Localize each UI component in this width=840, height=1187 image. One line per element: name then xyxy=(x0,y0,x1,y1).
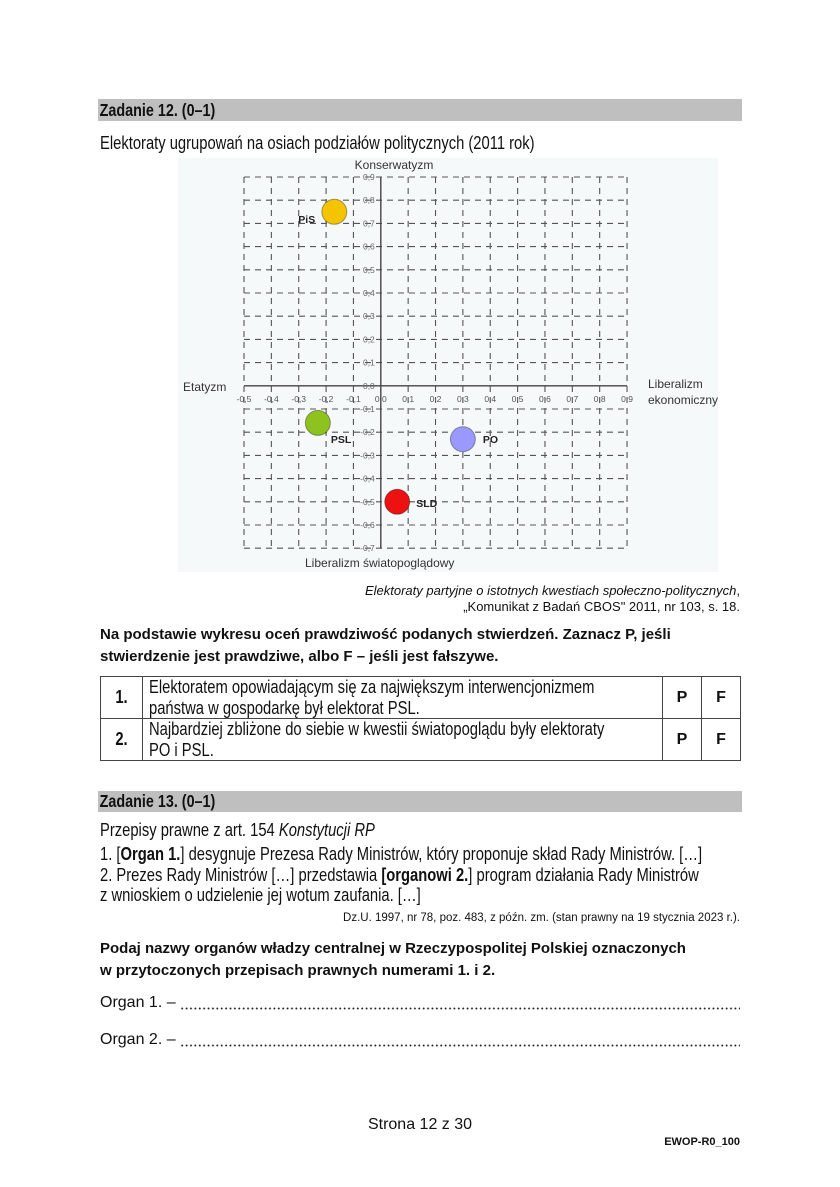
x-tick-label: 0,8 xyxy=(593,393,606,404)
task-13-title: Zadanie 13. (0–1) xyxy=(99,791,216,811)
statement-number-text: 2. xyxy=(115,729,128,749)
y-tick-label: 0,9 xyxy=(362,172,375,182)
x-tick-label: 0,2 xyxy=(429,393,442,404)
question-line: Podaj nazwy organów władzy centralnej w Rzeczypospolitej Polskiej oznaczonych xyxy=(100,940,686,957)
chart-title: Elektoraty ugrupowań na osiach podziałów politycznych (2011 rok) xyxy=(100,133,535,153)
axis-title-bottom: Liberalizm światopoglądowy xyxy=(305,556,455,570)
statement-row xyxy=(101,677,741,719)
x-tick-label: -0,1 xyxy=(346,393,361,404)
data-point-po xyxy=(450,427,475,452)
intro-text: Przepisy prawne z art. 154 xyxy=(100,820,279,840)
law-source: Dz.U. 1997, nr 78, poz. 483, z późn. zm. (stan prawny na 19 stycznia 2023 r.). xyxy=(343,912,740,924)
task-13-header xyxy=(98,791,742,812)
y-tick-label: -0,1 xyxy=(360,404,375,414)
law-text: ] program działania Rady Ministrów xyxy=(468,864,699,885)
task-12-title: Zadanie 12. (0–1) xyxy=(99,100,216,120)
option-true-1[interactable]: P xyxy=(663,677,702,719)
task-13-question xyxy=(100,938,686,982)
point-label-po: PO xyxy=(482,434,499,447)
chart-source-title: Elektoraty partyjne o istotnych kwestiach społeczno-politycznych xyxy=(364,583,737,598)
chart-source xyxy=(100,583,740,615)
answer-label: Organ 2. – xyxy=(100,1031,181,1048)
political-axes-chart xyxy=(178,158,718,572)
y-tick-label: 0,2 xyxy=(362,334,375,345)
y-tick-label: 0,8 xyxy=(362,195,375,206)
axis-title-top: Konserwatyzm xyxy=(354,158,434,172)
y-tick-label: -0,7 xyxy=(360,543,375,554)
law-text: z wnioskiem o udzielenie jej wotum zaufania. […] xyxy=(100,885,421,905)
x-tick-label: -0,4 xyxy=(264,393,279,404)
answer-label: Organ 1. – xyxy=(100,994,181,1011)
chart-source-line-2: „Komunikat z Badań CBOS" 2011, nr 103, s. 18. xyxy=(463,599,740,614)
law-text: ] desygnuje Prezesa Rady Ministrów, który proponuje skład Rady Ministrów. […] xyxy=(180,844,703,864)
chart-canvas xyxy=(178,158,718,572)
statement-line: Elektoratem opowiadającym się za największym interwencjonizmem xyxy=(149,677,595,697)
statement-line: PO i PSL. xyxy=(149,739,214,760)
y-tick-label: 0,6 xyxy=(362,241,375,252)
data-point-pis xyxy=(322,199,347,224)
answer-field-organ-1[interactable] xyxy=(180,990,740,1010)
x-tick-label: 0,5 xyxy=(511,393,524,404)
task-12-instruction xyxy=(100,624,671,668)
answer-organ-1 xyxy=(100,993,740,1013)
x-tick-label: 0,6 xyxy=(539,393,551,404)
y-tick-label: 0,5 xyxy=(362,264,375,275)
option-false-2[interactable]: F xyxy=(702,719,741,761)
y-tick-label: 0,3 xyxy=(362,311,375,322)
task-12-header xyxy=(98,99,742,121)
y-tick-label: 0,0 xyxy=(362,380,375,391)
task-13-intro xyxy=(100,820,435,841)
law-excerpt xyxy=(100,844,840,906)
question-line: w przytoczonych przepisach prawnych numerami 1. i 2. xyxy=(100,962,496,979)
y-tick-label: 0,4 xyxy=(362,288,375,298)
x-tick-label: 0,7 xyxy=(566,393,579,404)
constitution-title: Konstytucji RP xyxy=(278,820,375,840)
statement-number xyxy=(101,677,143,719)
page-number: Strona 12 z 30 xyxy=(367,1116,473,1133)
x-tick-label: 0,3 xyxy=(456,393,469,404)
answer-field-organ-2[interactable] xyxy=(180,1027,740,1047)
x-tick-label: 0,4 xyxy=(484,393,497,404)
x-tick-label: 0,1 xyxy=(402,393,415,404)
x-tick-label: 0,0 xyxy=(374,393,387,404)
law-text: 2. Prezes Rady Ministrów […] przedstawia xyxy=(100,864,382,885)
true-false-table xyxy=(100,676,741,761)
x-tick-label: -0,3 xyxy=(291,393,307,404)
y-tick-label: 0,1 xyxy=(362,357,375,368)
data-point-psl xyxy=(305,410,330,435)
chart-source-punct: , xyxy=(736,583,740,598)
chart-source-line-1 xyxy=(100,583,740,599)
axis-title-right: ekonomiczny xyxy=(648,393,718,407)
y-tick-label: 0,7 xyxy=(362,218,375,229)
exam-code: EWOP-R0_100 xyxy=(664,1136,740,1148)
x-tick-label: -0,2 xyxy=(318,393,334,404)
organ-1-marker: Organ 1. xyxy=(120,844,181,864)
y-tick-label: -0,5 xyxy=(360,496,375,507)
x-tick-label: 0,9 xyxy=(621,393,633,404)
organ-2-marker: [organowi 2. xyxy=(381,864,469,885)
point-label-sld: SLD xyxy=(416,497,438,510)
statement-row xyxy=(101,719,741,761)
x-tick-label: -0,5 xyxy=(236,393,252,404)
option-false-1[interactable]: F xyxy=(702,677,741,719)
y-tick-label: -0,3 xyxy=(360,450,375,461)
instruction-line: stwierdzenie jest prawdziwe, albo F – jeśli jest fałszywe. xyxy=(100,648,499,665)
answer-organ-2 xyxy=(100,1030,740,1050)
y-tick-label: -0,4 xyxy=(360,473,375,484)
instruction-line: Na podstawie wykresu oceń prawdziwość podanych stwierdzeń. Zaznacz P, jeśli xyxy=(100,626,671,643)
data-point-sld xyxy=(385,489,410,514)
task-12-intro xyxy=(100,133,630,154)
y-tick-label: -0,6 xyxy=(360,520,375,530)
axis-title-right: Liberalizm xyxy=(648,377,703,391)
statement-text xyxy=(143,719,663,761)
point-label-psl: PSL xyxy=(330,433,352,446)
law-text: 1. [ xyxy=(100,844,121,864)
y-tick-label: -0,2 xyxy=(360,427,375,438)
statement-number xyxy=(101,719,143,761)
statement-line: państwa w gospodarkę był elektorat PSL. xyxy=(149,697,420,718)
axis-title-left: Etatyzm xyxy=(183,380,227,394)
option-true-2[interactable]: P xyxy=(663,719,702,761)
statement-text xyxy=(143,677,663,719)
statement-number-text: 1. xyxy=(115,687,128,707)
statement-line: Najbardziej zbliżone do siebie w kwestii światopoglądu były elektoraty xyxy=(149,719,605,739)
point-label-pis: PiS xyxy=(298,213,316,226)
